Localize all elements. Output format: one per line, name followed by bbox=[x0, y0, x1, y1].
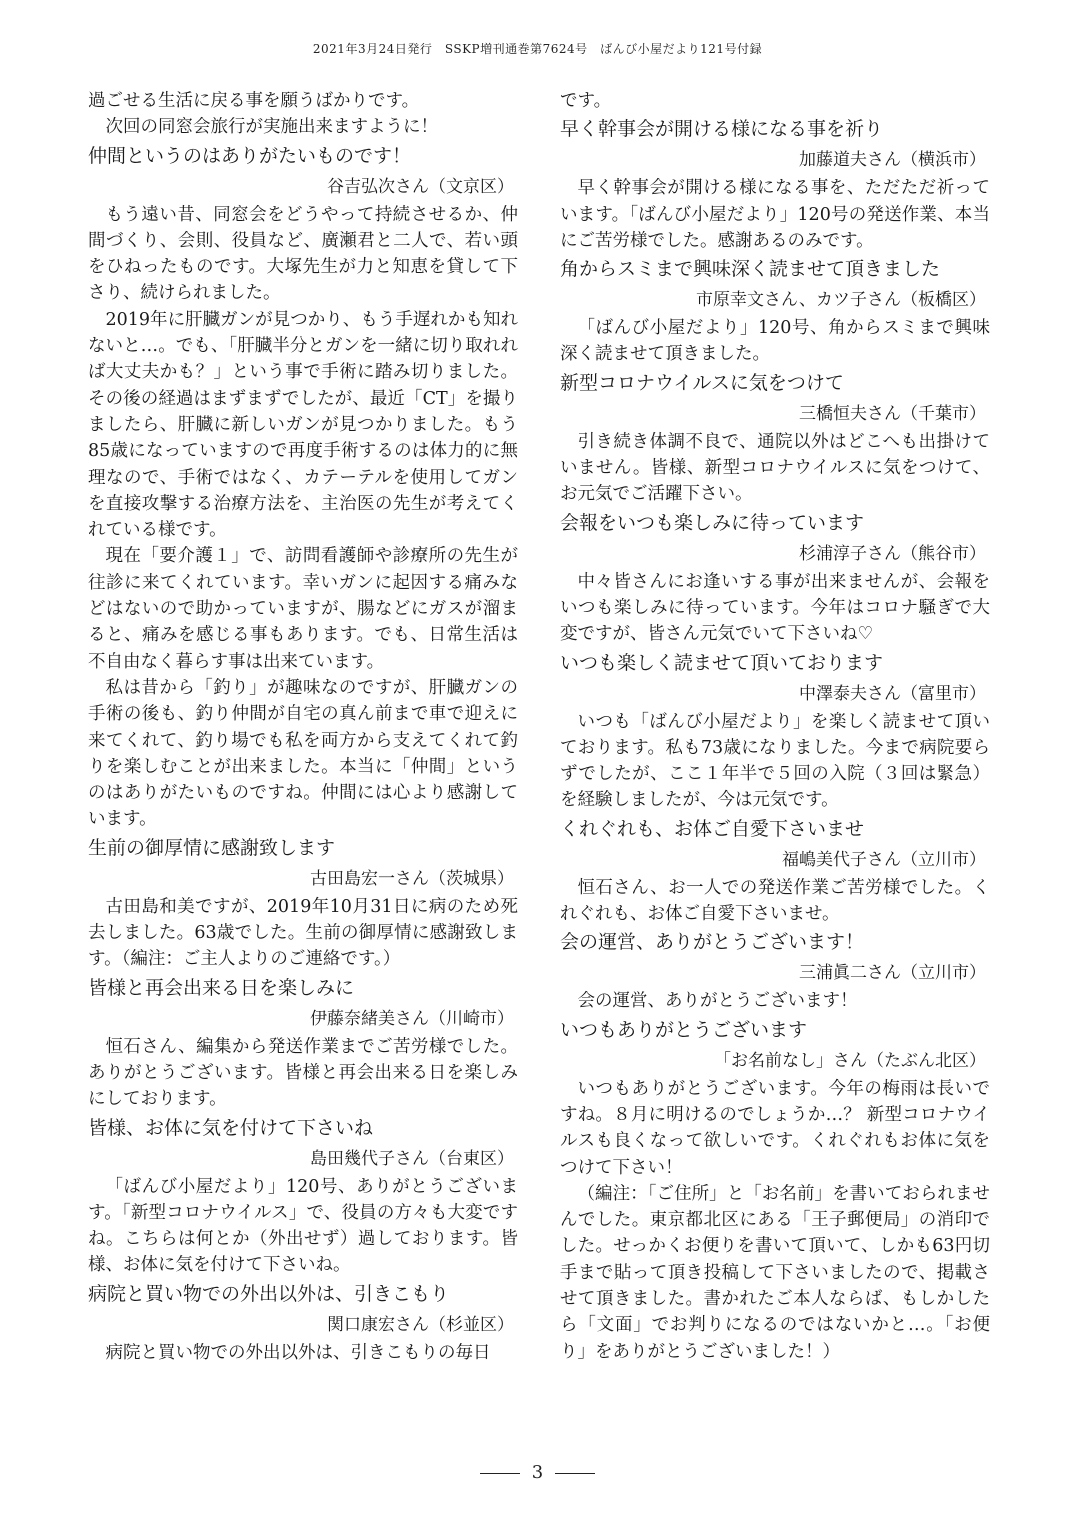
letter-title: 仲間というのはありがたいものです！ bbox=[88, 144, 412, 167]
letter-author: 「お名前なし」さん（たぶん北区） bbox=[714, 1050, 986, 1071]
letter-paragraph: 現在「要介護１」で、訪問看護師や診療所の先生が往診に来てくれています。幸いガンに起因する痛みなどはないので助かっていますが、腸などにガスが溜まると、痛みを感じる事もあります。でも、日常生活は不自由なく暮らす事は出来ています。 bbox=[88, 546, 518, 672]
lead-line: 次回の同窓会旅行が実施出来ますように！ bbox=[105, 117, 438, 138]
letter-author: 島田幾代子さん（台東区） bbox=[310, 1148, 514, 1169]
letter-author: 古田島宏一さん（茨城県） bbox=[310, 868, 514, 889]
letter-author: 三浦眞二さん（立川市） bbox=[799, 963, 986, 984]
letter-title: くれぐれも、お体ご自愛下さいませ bbox=[560, 817, 865, 840]
letter-paragraph: 2019年に肝臓ガンが見つかり、もう手遅れかも知れないと…。でも、「肝臓半分とガンを一緒に切り取れれば大丈夫かも？」という事で手術に踏み切りました。その後の経過はまずまずでしたが、最近「CT」を撮りましたら、肝臓に新しいガンが見つかりました。もう85歳になっていますので再度手術するのは体力的に無理なので、手術ではなく、カテーテルを使用してガンを直接攻撃する治療方法を、主治医の先生が考えてくれている様です。 bbox=[88, 309, 518, 541]
letter-author: 関口康宏さん（杉並区） bbox=[327, 1314, 514, 1335]
letter-author: 福嶋美代子さん（立川市） bbox=[782, 849, 986, 870]
letter-paragraph: 古田島和美ですが、2019年10月31日に病のため死去しました。63歳でした。生前の御厚情に感謝致します。（編注：ご主人よりのご連絡です。） bbox=[88, 896, 518, 970]
letter-title: 早く幹事会が開ける様になる事を祈り bbox=[560, 118, 884, 141]
letter-paragraph: 早く幹事会が開ける様になる事を、ただただ祈っています。「ばんび小屋だより」120号の発送作業、本当にご苦労様でした。感謝あるのみです。 bbox=[560, 178, 990, 251]
left-column bbox=[88, 88, 518, 1366]
letter-paragraph: 中々皆さんにお逢いする事が出来ませんが、会報をいつも楽しみに待っています。今年はコロナ騒ぎで大変ですが、皆さん元気でいて下さいね♡ bbox=[560, 571, 990, 645]
letter-author: 三橋恒夫さん（千葉市） bbox=[799, 403, 986, 424]
letter-paragraph: 恒石さん、お一人での発送作業ご苦労様でした。くれぐれも、お体ご自愛下さいませ。 bbox=[560, 877, 990, 925]
lead-line: です。 bbox=[560, 91, 612, 111]
letter-paragraph: 「ばんび小屋だより」120号、ありがとうございます。「新型コロナウイルス」で、役員の方々も大変ですね。こちらは何とか（外出せず）過しております。皆様、お体に気を付けて下さいね。 bbox=[88, 1176, 518, 1276]
letter-title: 病院と買い物での外出以外は、引きこもり bbox=[88, 1282, 450, 1305]
letter-author: 市原幸文さん、カツ子さん（板橋区） bbox=[695, 290, 986, 311]
page-number: 3 bbox=[531, 1462, 544, 1483]
letter-author: 伊藤奈緒美さん（川崎市） bbox=[310, 1008, 514, 1029]
letter-paragraph: もう遠い昔、同窓会をどうやって持続させるか、仲間づくり、会則、役員など、廣瀬君と二人で、若い頭をひねったものです。大塚先生が力と知恵を貸して下さり、続けられました。 bbox=[88, 204, 518, 304]
page-footer bbox=[0, 1462, 1075, 1483]
letter-paragraph: 「ばんび小屋だより」120号、角からスミまで興味深く読ませて頂きました。 bbox=[560, 318, 990, 365]
letter-title: 皆様と再会出来る日を楽しみに bbox=[88, 976, 355, 999]
letter-title: 皆様、お体に気を付けて下さいね bbox=[88, 1116, 374, 1139]
letter-paragraph: 病院と買い物での外出以外は、引きこもりの毎日 bbox=[105, 1342, 491, 1363]
letter-title: 会報をいつも楽しみに待っています bbox=[560, 511, 865, 534]
footer-rule bbox=[555, 1473, 595, 1474]
letter-title: いつもありがとうございます bbox=[560, 1018, 808, 1041]
letter-author: 谷吉弘次さん（文京区） bbox=[327, 176, 514, 197]
letter-title: 新型コロナウイルスに気をつけて bbox=[560, 371, 844, 394]
letter-paragraph: いつも「ばんび小屋だより」を楽しく読ませて頂いております。私も73歳になりました。今まで病院要らずでしたが、ここ１年半で５回の入院（３回は緊急）を経験しましたが、今は元気です。 bbox=[560, 711, 990, 811]
footer-rule bbox=[480, 1473, 520, 1474]
letter-author: 杉浦淳子さん（熊谷市） bbox=[799, 543, 986, 564]
editor-note: （編注：「ご住所」と「お名前」を書いておられませんでした。東京都北区にある「王子郵便局」の消印でした。せっかくお便りを書いて頂いて、しかも63円切手まで貼って頂き投稿して下さいましたので、掲載させて頂きました。書かれたご本人ならば、もしかしたら「文面」でお判りになるのではないかと…。「お便り」をありがとうございました！） bbox=[560, 1183, 990, 1362]
letter-title: 角からスミまで興味深く読ませて頂きました bbox=[560, 258, 941, 281]
lead-line: 過ごせる生活に戻る事を願うばかりです。 bbox=[88, 91, 420, 111]
letter-paragraph: 引き続き体調不良で、通院以外はどこへも出掛けていません。皆様、新型コロナウイルスに気をつけて、お元気でご活躍下さい。 bbox=[560, 431, 990, 505]
right-column bbox=[560, 88, 990, 1365]
letter-paragraph: 会の運営、ありがとうございます！ bbox=[577, 991, 858, 1012]
letter-title: 会の運営、ありがとうございます！ bbox=[560, 931, 865, 954]
letter-paragraph: いつもありがとうございます。今年の梅雨は長いですね。８月に明けるのでしょうか…？ 新型コロナウイルスも良くなって欲しいです。くれぐれもお体に気をつけて下さい！ bbox=[560, 1078, 990, 1178]
letter-title: 生前の御厚情に感謝致します bbox=[88, 836, 336, 859]
letter-author: 中澤泰夫さん（富里市） bbox=[799, 683, 986, 704]
letter-paragraph: 恒石さん、編集から発送作業までご苦労様でした。ありがとうございます。皆様と再会出来る日を楽しみにしております。 bbox=[88, 1036, 518, 1110]
issue-header: 2021年3月24日発行 SSKP増刊通巻第7624号 ばんび小屋だより121号付録 bbox=[312, 42, 763, 56]
letter-author: 加藤道夫さん（横浜市） bbox=[799, 150, 986, 171]
letter-title: いつも楽しく読ませて頂いております bbox=[560, 651, 884, 674]
letter-paragraph: 私は昔から「釣り」が趣味なのですが、肝臓ガンの手術の後も、釣り仲間が自宅の真ん前まで車で迎えに来てくれて、釣り場でも私を両方から支えてくれて釣りを楽しむことが出来ました。本当に「仲間」というのはありがたいものですね。仲間には心より感謝しています。 bbox=[88, 677, 518, 830]
